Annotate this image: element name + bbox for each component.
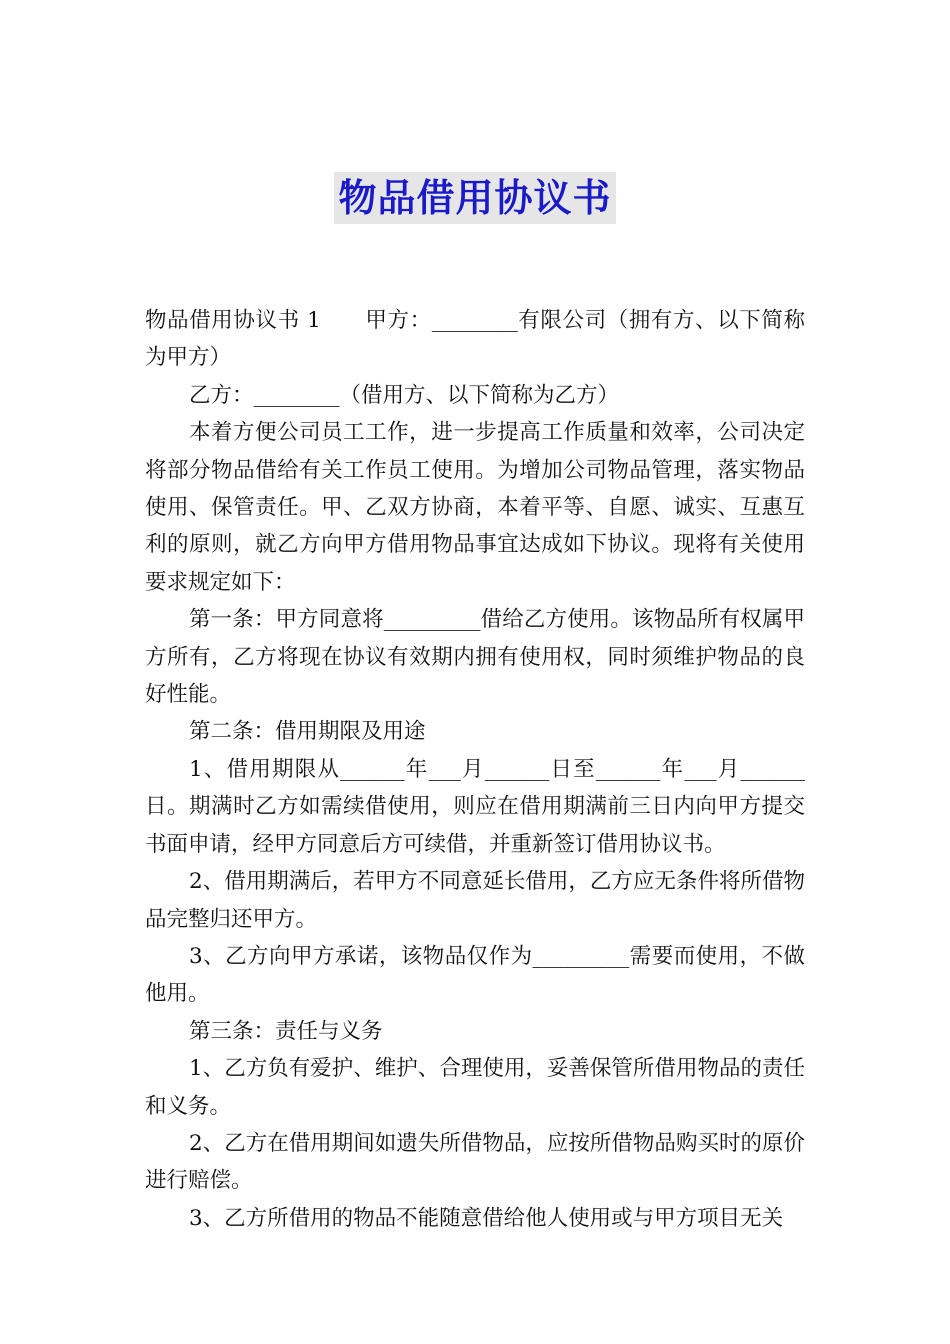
paragraph-text: 甲方：________有限公司（拥有方、以下简称为甲方） <box>145 308 805 371</box>
paragraph-party-b: 乙方：________（借用方、以下简称为乙方） <box>189 382 620 408</box>
paragraph-party-a <box>145 302 805 377</box>
paragraph-article-1: 第一条：甲方同意将_________借给乙方使用。该物品所有权属甲方所有，乙方将现在协议有效期内拥有使用权，同时须维护物品的良好性能。 <box>145 607 805 708</box>
paragraph-preamble: 本着方便公司员工工作，进一步提高工作质量和效率，公司决定将部分物品借给有关工作员工使用。为增加公司物品管理，落实物品使用、保管责任。甲、乙双方协商，本着平等、自愿、诚实、互惠互利的原则，就乙方向甲方借用物品事宜达成如下协议。现将有关使用要求规定如下： <box>145 420 805 595</box>
heading-article-2: 第二条：借用期限及用途 <box>189 719 426 745</box>
paragraph-lead: 物品借用协议书 1 <box>145 308 321 333</box>
heading-article-3: 第三条：责任与义务 <box>189 1018 383 1044</box>
title-container <box>0 172 950 224</box>
document-body <box>145 302 805 1237</box>
document-title: 物品借用协议书 <box>334 172 615 224</box>
paragraph-article-2-item-2: 2、借用期满后，若甲方不同意延长借用，乙方应无条件将所借物品完整归还甲方。 <box>145 869 805 932</box>
paragraph-article-2-item-3: 3、乙方向甲方承诺，该物品仅作为_________需要而使用，不做他用。 <box>145 943 805 1007</box>
paragraph-article-2-item-1: 1、借用期限从______年___月______日至______年___月______日。期满时乙方如需续借使用，则应在借用期满前三日内向甲方提交书面申请，经甲方同意后方可续借，并重新签订借用协议书。 <box>145 756 805 857</box>
paragraph-article-3-item-3: 3、乙方所借用的物品不能随意借给他人使用或与甲方项目无关 <box>189 1205 784 1231</box>
paragraph-article-3-item-2: 2、乙方在借用期间如遗失所借物品，应按所借物品购买时的原价进行赔偿。 <box>145 1130 805 1194</box>
paragraph-article-3-item-1: 1、乙方负有爱护、维护、合理使用，妥善保管所借用物品的责任和义务。 <box>145 1056 805 1119</box>
